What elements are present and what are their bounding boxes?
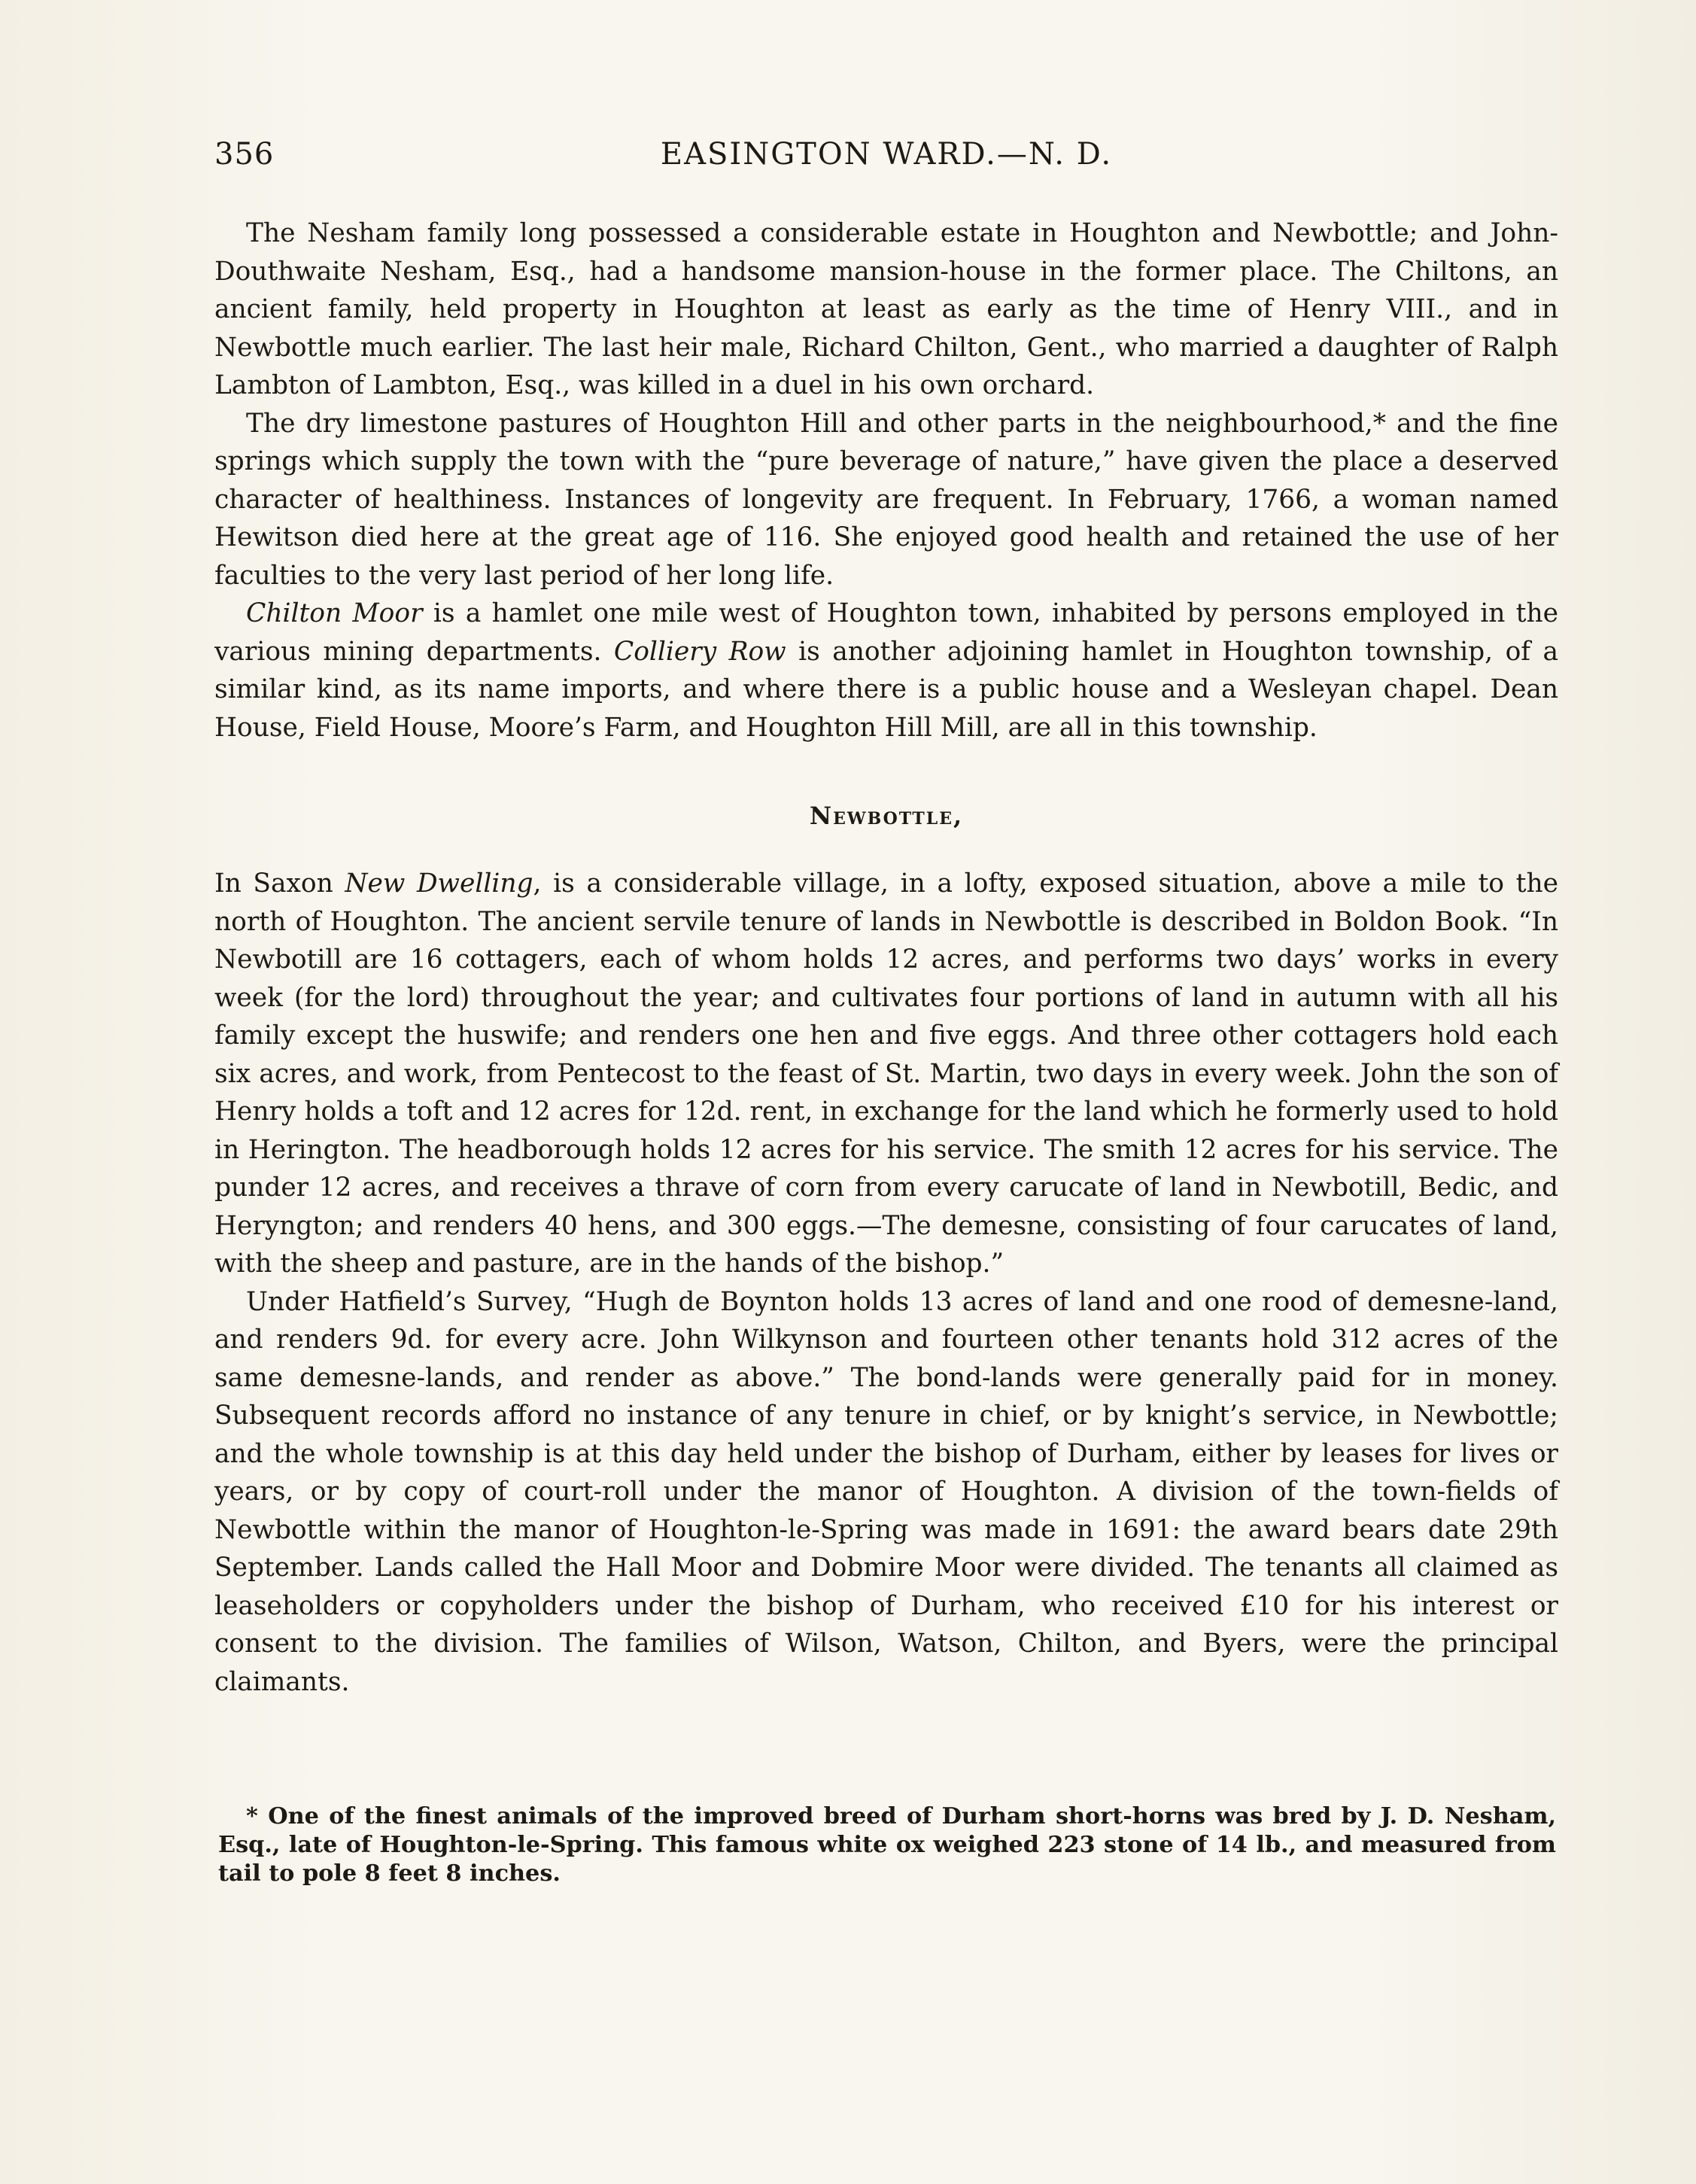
paragraph-hatfield-survey: Under Hatfield’s Survey, “Hugh de Boynton holds 13 acres of land and one rood of demesne-land, and renders 9d. for every acre. John Wilkynson and fourteen other tenants hold 312 acres of the same demesne-lands, and render as above.” The bond-lands were generally paid for in money. Subsequent records afford no instance of any tenure in chief, or by knight’s service, in Newbottle; and the whole township is at this day held under the bishop of Durham, either by leases for lives or years, or by copy of court-roll under the manor of Houghton. A division of the town-fields of Newbottle within the manor of Houghton-le-Spring was made in 1691: the award bears date 29th September. Lands called the Hall Moor and Dobmire Moor were divided. The tenants all claimed as leaseholders or copyholders under the bishop of Durham, who received £10 for his interest or consent to the division. The families of Wilson, Watson, Chilton, and Byers, were the principal claimants. xyxy=(214,1286,1558,1697)
chilton-moor-name: Chilton Moor xyxy=(246,598,423,628)
body-text-newbottle xyxy=(214,865,1558,1701)
newbottle-text-2: , is a considerable village, in a lofty, exposed situation, above a mile to the north of Houghton. The ancient servile tenure of lands in Newbottle is described in Boldon Book. “In Newbotill are 16 cottagers, each of whom holds 12 acres, and performs two days’ works in every week (for the lord) throughout the year; and cultivates four portions of land in autumn with all his family except the huswife; and renders one hen and five eggs. And three other cottagers hold each six acres, and work, from Pentecost to the feast of St. Martin, two days in every week. John the son of Henry holds a toft and 12 acres for 12d. rent, in exchange for the land which he formerly used to hold in Herington. The headborough holds 12 acres for his service. The smith 12 acres for his service. The punder 12 acres, and receives a thrave of corn from every carucate of land in Newbotill, Bedic, and Heryngton; and renders 40 hens, and 300 eggs.—The demesne, consisting of four carucates of land, with the sheep and pasture, are in the hands of the bishop.” xyxy=(214,868,1558,1279)
footnote: * One of the finest animals of the improved breed of Durham short-horns was bred by J. D. Nesham, Esq., late of Houghton-le-Spring. This famous white ox weighed 223 stone of 14 lb., and measured from tail to pole 8 feet 8 inches. xyxy=(218,1803,1556,1887)
section-heading-newbottle: Newbottle, xyxy=(809,802,964,830)
colliery-row-name: Colliery Row xyxy=(613,636,786,667)
paragraph-limestone-pastures: The dry limestone pastures of Houghton Hill and other parts in the neighbourhood,* and the fine springs which supply the town with the “pure beverage of nature,” have given the place a deserved character of healthiness. Instances of longevity are frequent. In February, 1766, a woman named Hewitson died here at the great age of 116. She enjoyed good health and retained the use of her faculties to the very last period of her long life. xyxy=(214,408,1558,591)
page-number: 356 xyxy=(214,137,275,172)
page-header xyxy=(214,137,1558,182)
paragraph-chilton-moor xyxy=(214,595,1558,747)
chilton-text-1: is a hamlet one mile west of Houghton town, inhabited by persons employed in the various mining departments. xyxy=(214,598,1558,667)
body-text-top xyxy=(214,214,1558,747)
new-dwelling-term: New Dwelling xyxy=(345,868,533,899)
running-title: EASINGTON WARD.—N. D. xyxy=(660,137,1113,172)
paragraph-nesham-family: The Nesham family long possessed a considerable estate in Houghton and Newbottle; and John-Douthwaite Nesham, Esq., had a handsome mansion-house in the former place. The Chiltons, an ancient family, held property in Houghton at least as early as the time of Henry VIII., and in Newbottle much earlier. The last heir male, Richard Chilton, Gent., who married a daughter of Ralph Lambton of Lambton, Esq., was killed in a duel in his own orchard. xyxy=(214,218,1558,400)
paragraph-newbottle xyxy=(214,865,1558,1283)
newbottle-text-1: In Saxon xyxy=(214,868,345,899)
chilton-text-2: is another adjoining hamlet in Houghton township, of a similar kind, as its name imports, and where there is a public house and a Wesleyan chapel. Dean House, Field House, Moore’s Farm, and Houghton Hill Mill, are all in this township. xyxy=(214,636,1559,743)
